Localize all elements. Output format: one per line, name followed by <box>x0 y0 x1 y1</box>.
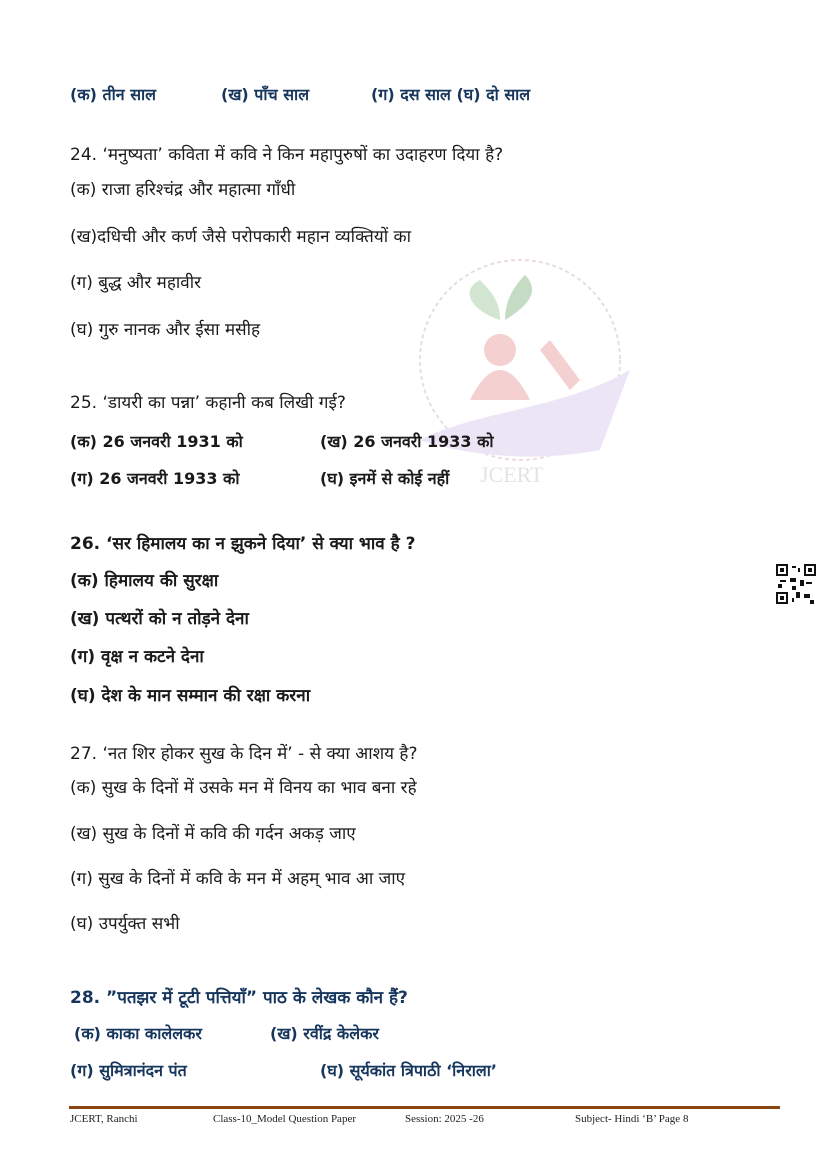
q24-question: 24. ‘मनुष्यता’ कविता में कवि ने किन महापुरुषों का उदाहरण दिया है? <box>70 145 504 165</box>
q26-option-d: (घ) देश के मान सम्मान की रक्षा करना <box>70 686 311 706</box>
q26-option-c: (ग) वृक्ष न कटने देना <box>70 647 204 667</box>
q27-option-d: (घ) उपर्युक्त सभी <box>70 914 180 934</box>
q25-question: 25. ‘डायरी का पन्ना’ कहानी कब लिखी गई? <box>70 393 346 413</box>
q28-question: 28. ”पतझर में टूटी पत्तियाँ” पाठ के लेखक कौन हैं? <box>70 988 408 1008</box>
q28-option-a: (क) काका कालेलकर <box>74 1024 202 1043</box>
footer-session: Session: 2025 -26 <box>405 1113 484 1125</box>
q26-question: 26. ‘सर हिमालय का न झुकने दिया’ से क्या भाव है ? <box>70 534 416 554</box>
jcert-logo-watermark <box>400 250 650 490</box>
q28-option-c: (ग) सुमित्रानंदन पंत <box>70 1061 187 1080</box>
q25-option-c: (ग) 26 जनवरी 1933 को <box>70 469 240 488</box>
q28-option-b: (ख) रवींद्र केलेकर <box>270 1024 379 1043</box>
q24-option-a: (क) राजा हरिश्चंद्र और महात्मा गाँधी <box>70 180 296 200</box>
q23-option-a: (क) तीन साल <box>70 85 157 104</box>
q26-option-b: (ख) पत्थरों को न तोड़ने देना <box>70 609 249 629</box>
q25-option-a: (क) 26 जनवरी 1931 को <box>70 432 243 451</box>
q27-option-b: (ख) सुख के दिनों में कवि की गर्दन अकड़ जाए <box>70 824 356 844</box>
q23-option-b: (ख) पाँच साल <box>221 85 310 104</box>
q27-question: 27. ‘नत शिर होकर सुख के दिन में’ - से क्या आशय है? <box>70 744 418 764</box>
footer-divider <box>69 1106 780 1109</box>
footer-paper: Class-10_Model Question Paper <box>213 1113 356 1125</box>
q23-option-c-d: (ग) दस साल (घ) दो साल <box>371 85 531 104</box>
watermark-text: JCERT <box>480 462 544 487</box>
q24-option-d: (घ) गुरु नानक और ईसा मसीह <box>70 320 261 340</box>
q25-option-b: (ख) 26 जनवरी 1933 को <box>320 432 494 451</box>
q26-option-a: (क) हिमालय की सुरक्षा <box>70 571 219 591</box>
q28-option-d: (घ) सूर्यकांत त्रिपाठी ‘निराला’ <box>320 1061 497 1080</box>
footer-org: JCERT, Ranchi <box>70 1113 138 1125</box>
q27-option-c: (ग) सुख के दिनों में कवि के मन में अहम् भाव आ जाए <box>70 869 406 889</box>
q27-option-a: (क) सुख के दिनों में उसके मन में विनय का भाव बना रहे <box>70 778 417 798</box>
footer-subject-page: Subject- Hindi ‘B’ Page 8 <box>575 1113 689 1125</box>
q24-option-b: (ख)दधिची और कर्ण जैसे परोपकारी महान व्यक्तियों का <box>70 227 411 247</box>
qr-code-icon <box>776 564 816 604</box>
q25-option-d: (घ) इनमें से कोई नहीं <box>320 469 450 488</box>
q24-option-c: (ग) बुद्ध और महावीर <box>70 273 202 293</box>
